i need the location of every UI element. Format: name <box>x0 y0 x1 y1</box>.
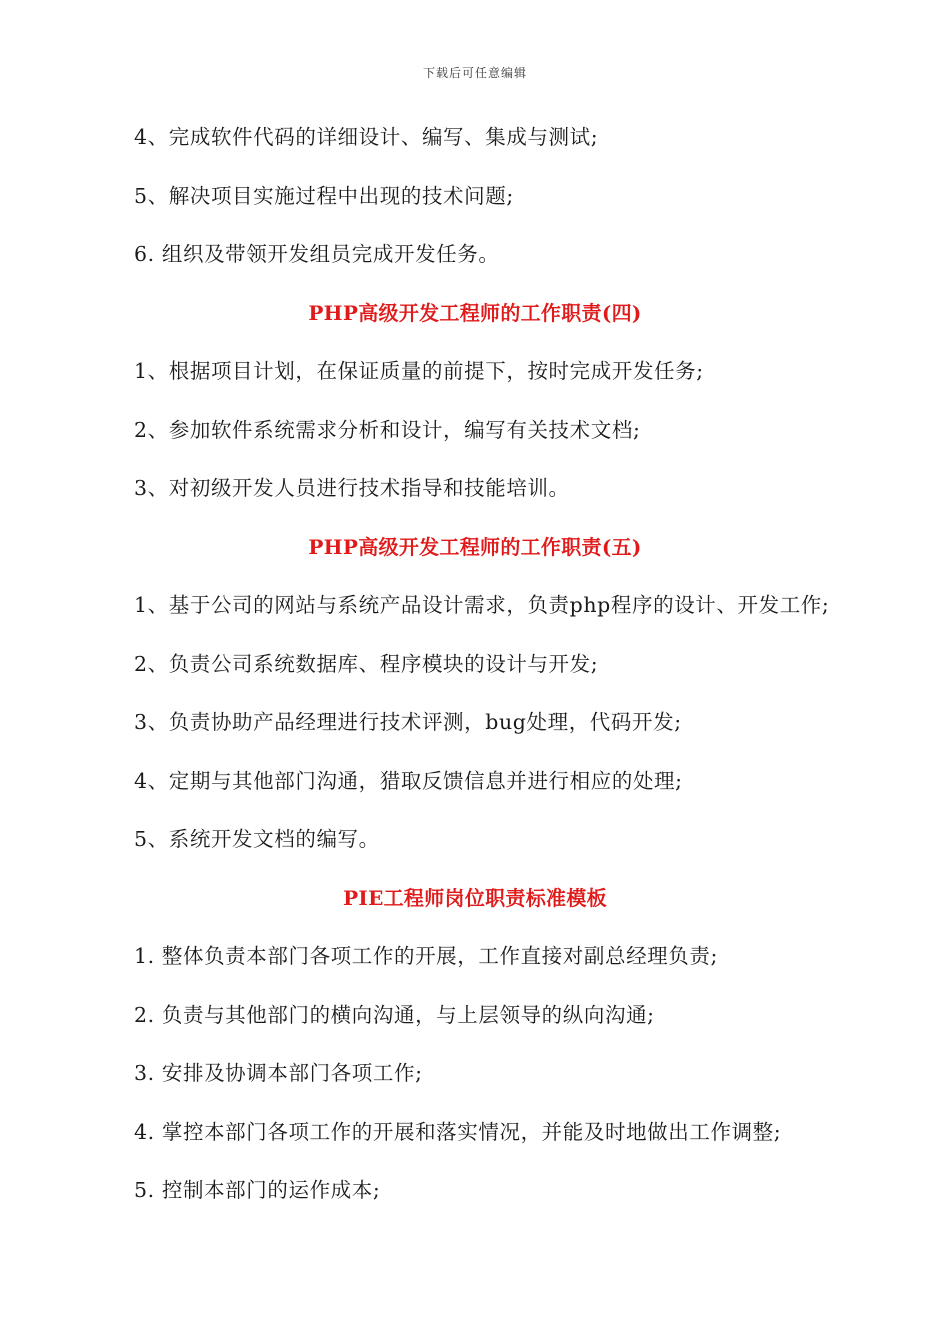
list-item: 5、解决项目实施过程中出现的技术问题; <box>134 183 514 208</box>
list-item: 2、参加软件系统需求分析和设计，编写有关技术文档; <box>134 417 641 442</box>
list-item: 4、定期与其他部门沟通，猎取反馈信息并进行相应的处理; <box>134 768 683 793</box>
list-item: 3. 安排及协调本部门各项工作; <box>134 1061 423 1085</box>
list-item: 3、负责协助产品经理进行技术评测，bug处理，代码开发; <box>134 710 682 734</box>
list-item: 3、对初级开发人员进行技术指导和技能培训。 <box>134 476 570 500</box>
list-item: 2. 负责与其他部门的横向沟通，与上层领导的纵向沟通; <box>134 1002 655 1027</box>
list-item: 4、完成软件代码的详细设计、编写、集成与测试; <box>134 125 599 149</box>
section-heading: PHP高级开发工程师的工作职责(五) <box>308 534 642 559</box>
list-item: 1. 整体负责本部门各项工作的开展，工作直接对副总经理负责; <box>134 944 718 968</box>
document-body <box>134 114 894 1226</box>
list-item: 4. 掌控本部门各项工作的开展和落实情况，并能及时地做出工作调整; <box>134 1119 782 1144</box>
header-note: 下载后可任意编辑 <box>422 66 527 80</box>
section-heading: PHP高级开发工程师的工作职责(四) <box>308 300 642 325</box>
list-item: 5、系统开发文档的编写。 <box>134 827 380 851</box>
list-item: 1、根据项目计划，在保证质量的前提下，按时完成开发任务; <box>134 359 704 383</box>
list-item: 1、基于公司的网站与系统产品设计需求，负责php程序的设计、开发工作; <box>134 593 830 617</box>
list-item: 5. 控制本部门的运作成本; <box>134 1178 381 1202</box>
list-item: 2、负责公司系统数据库、程序模块的设计与开发; <box>134 651 599 676</box>
list-item: 6. 组织及带领开发组员完成开发任务。 <box>134 242 500 266</box>
section-heading: PIE工程师岗位职责标准模板 <box>343 885 607 910</box>
